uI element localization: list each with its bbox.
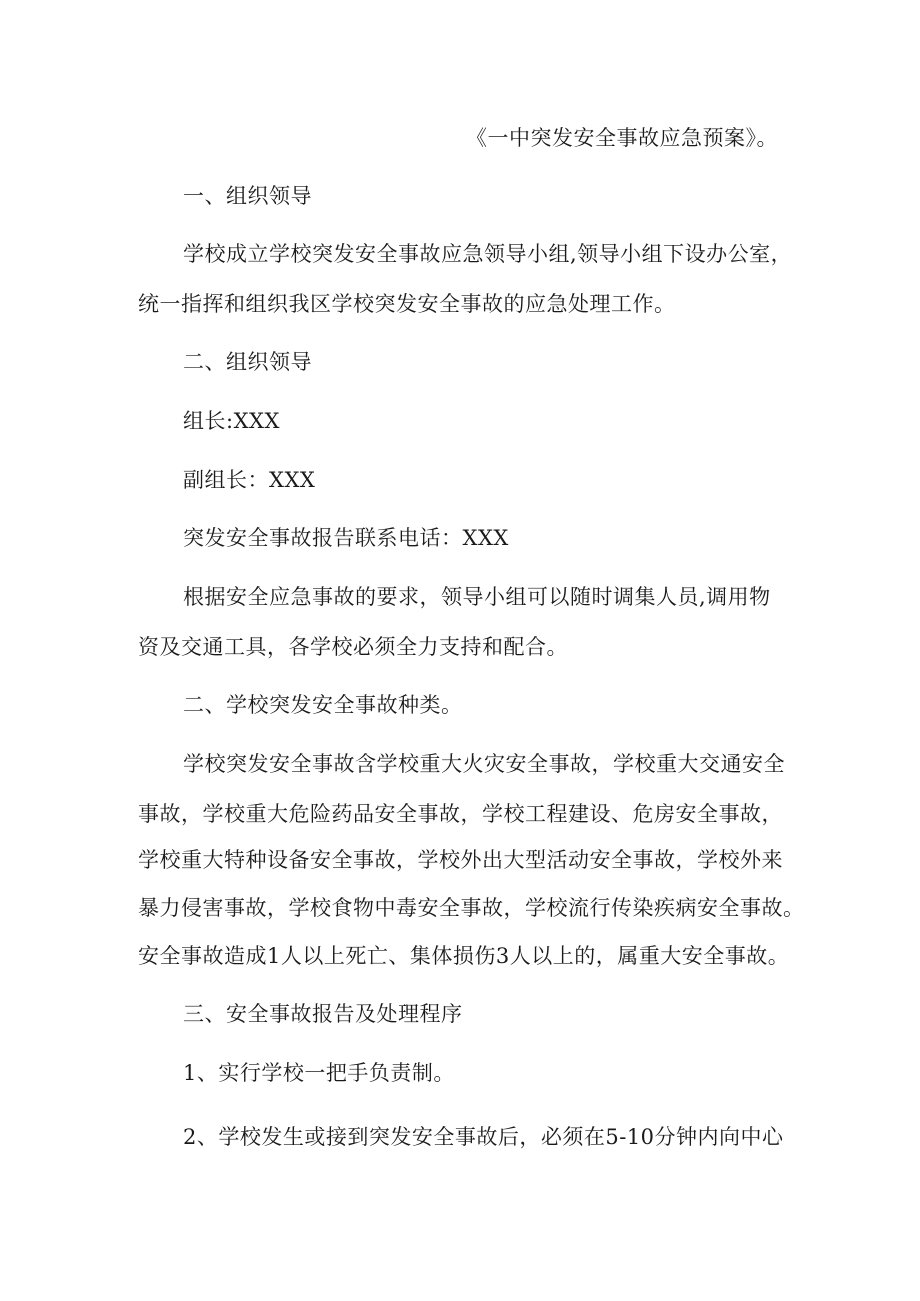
deputy-leader-line: 副组长：XXX xyxy=(183,468,316,492)
list-item: 2、学校发生或接到突发安全事故后，必须在5-10分钟内向中心 xyxy=(183,1125,784,1149)
leader-line: 组长:XXX xyxy=(183,409,280,433)
section-heading-organization-2: 二、组织领导 xyxy=(183,350,312,374)
paragraph-line: 安全事故造成1人以上死亡、集体损伤3人以上的，属重大安全事故。 xyxy=(138,944,790,968)
section-heading-organization: 一、组织领导 xyxy=(183,184,312,208)
paragraph-line: 根据安全应急事故的要求，领导小组可以随时调集人员,调用物 xyxy=(183,585,771,609)
paragraph-line: 学校成立学校突发安全事故应急领导小组,领导小组下设办公室， xyxy=(183,242,793,266)
paragraph-line: 学校重大特种设备安全事故，学校外出大型活动安全事故，学校外来 xyxy=(138,848,783,872)
paragraph-line: 事故，学校重大危险药品安全事故，学校工程建设、危房安全事故， xyxy=(138,802,783,826)
paragraph-line: 资及交通工具，各学校必须全力支持和配合。 xyxy=(138,635,568,659)
document-title: 《一中突发安全事故应急预案》。 xyxy=(466,126,778,150)
section-heading-accident-types: 二、学校突发安全事故种类。 xyxy=(183,693,463,717)
paragraph-line: 暴力侵害事故，学校食物中毒安全事故，学校流行传染疾病安全事故。 xyxy=(138,896,805,920)
paragraph-line: 学校突发安全事故含学校重大火灾安全事故，学校重大交通安全 xyxy=(183,752,785,776)
contact-phone-line: 突发安全事故报告联系电话：XXX xyxy=(183,526,509,550)
list-item: 1、实行学校一把手负责制。 xyxy=(183,1061,455,1085)
section-heading-reporting-procedure: 三、安全事故报告及处理程序 xyxy=(183,1002,463,1026)
paragraph-line: 统一指挥和组织我区学校突发安全事故的应急处理工作。 xyxy=(138,292,676,316)
